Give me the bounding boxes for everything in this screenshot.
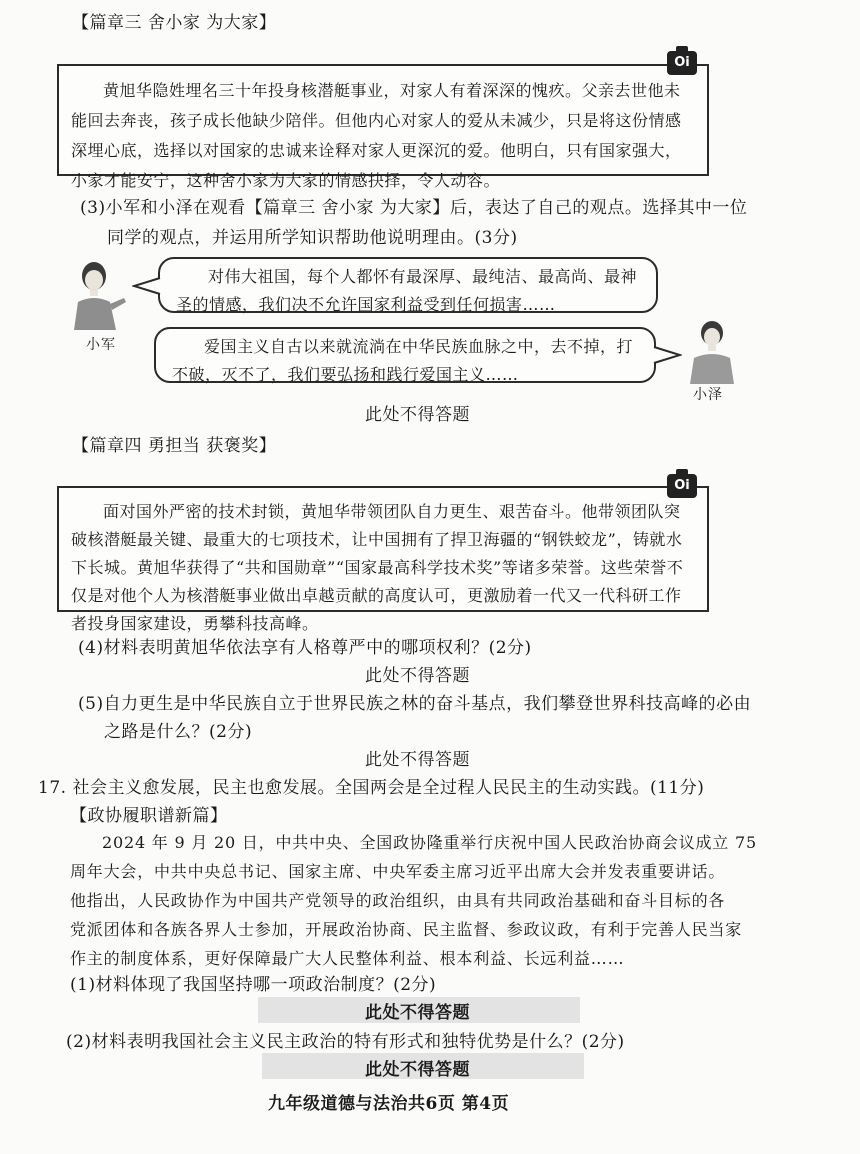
chapter3-material-box bbox=[57, 64, 709, 190]
q5-no-answer: 此处不得答题 bbox=[365, 750, 470, 770]
chapter3-heading: 【篇章三 舍小家 为大家】 bbox=[72, 13, 277, 33]
q17-sub1: (1)材料体现了我国坚持哪一项政治制度？(2分) bbox=[70, 975, 437, 995]
q17-material-line: 党派团体和各族各界人士参加，开展政治协商、民主监督、参政议政，有利于完善人民当家 bbox=[70, 920, 743, 939]
chapter4-material-text: 面对国外严密的技术封锁，黄旭华带领团队自力更生、艰苦奋斗。他带领团队突破核潜艇最关键、最重大的七项技术，让中国拥有了捍卫海疆的“钢铁蛟龙”，铸就水下长城。黄旭华获得了“共和国勋章”“国家最高科学技术奖”等诸多荣誉。这些荣誉不仅是对他个人为核潜艇事业做出卓越贡献的高度认可，更激励着一代又一代科研工作者投身国家建设，勇攀科技高峰。 bbox=[71, 502, 684, 633]
xiaojun-bubble-tail bbox=[132, 276, 162, 296]
xiaojun-figure-icon bbox=[66, 258, 130, 330]
q17-material-line: 作主的制度体系，更好保障最广大人民整体利益、根本利益、长远利益…… bbox=[70, 949, 625, 968]
camera-icon: Oi bbox=[667, 474, 697, 498]
q3-no-answer: 此处不得答题 bbox=[365, 405, 470, 425]
q17-sub2-no-answer: 此处不得答题 bbox=[365, 1060, 470, 1080]
q3-line1: (3)小军和小泽在观看【篇章三 舍小家 为大家】后，表达了自己的观点。选择其中一位 bbox=[80, 198, 748, 218]
xiaoze-speech-text: 爱国主义自古以来就流淌在中华民族血脉之中，去不掉，打不破，灭不了，我们要弘扬和践行爱国主义…… bbox=[172, 337, 634, 384]
q4-question: (4)材料表明黄旭华依法享有人格尊严中的哪项权利？(2分) bbox=[78, 638, 532, 658]
q4-no-answer: 此处不得答题 bbox=[365, 666, 470, 686]
page-footer: 九年级道德与法治共6页 第4页 bbox=[268, 1094, 510, 1114]
q5-line1: (5)自力更生是中华民族自立于世界民族之林的奋斗基点，我们攀登世界科技高峰的必由 bbox=[78, 694, 752, 714]
xiaojun-speech-bubble bbox=[158, 257, 658, 313]
q17-material bbox=[70, 828, 810, 973]
q3-line2: 同学的观点，并运用所学知识帮助他说明理由。(3分) bbox=[107, 228, 518, 248]
q17-material-line: 2024 年 9 月 20 日，中共中央、全国政协隆重举行庆祝中国人民政治协商会议成立 75 bbox=[102, 833, 757, 852]
q17-sub1-no-answer: 此处不得答题 bbox=[365, 1003, 470, 1023]
chapter3-material-text: 黄旭华隐姓埋名三十年投身核潜艇事业，对家人有着深深的愧疚。父亲去世他未能回去奔丧，孩子成长他缺少陪伴。但他内心对家人的爱从未减少，只是将这份情感深埋心底，选择以对国家的忠诚来诠释对家人更深沉的爱。他明白，只有国家强大，小家才能安宁，这种舍小家为大家的情感抉择，令人动容。 bbox=[71, 81, 682, 190]
xiaojun-name: 小军 bbox=[86, 337, 116, 353]
xiaoze-name: 小泽 bbox=[693, 387, 723, 403]
q17-stem: 17. 社会主义愈发展，民主也愈发展。全国两会是全过程人民民主的生动实践。(11分) bbox=[38, 778, 705, 798]
q17-sub2: (2)材料表明我国社会主义民主政治的特有形式和独特优势是什么？(2分) bbox=[66, 1032, 625, 1052]
chapter4-material-box bbox=[57, 486, 709, 633]
camera-icon: Oi bbox=[667, 51, 697, 75]
q17-material-line: 周年大会，中共中央总书记、国家主席、中央军委主席习近平出席大会并发表重要讲话。 bbox=[70, 862, 726, 881]
q17-heading: 【政协履职谱新篇】 bbox=[70, 806, 228, 826]
xiaoze-figure-icon bbox=[684, 318, 740, 384]
q5-line2: 之路是什么？(2分) bbox=[104, 722, 253, 742]
chapter4-heading: 【篇章四 勇担当 获褒奖】 bbox=[72, 436, 277, 456]
xiaojun-speech-text: 对伟大祖国，每个人都怀有最深厚、最纯洁、最高尚、最神圣的情感，我们决不允许国家利益受到任何损害…… bbox=[176, 267, 638, 314]
q17-material-line: 他指出，人民政协作为中国共产党领导的政治组织，由具有共同政治基础和奋斗目标的各 bbox=[70, 891, 726, 910]
xiaoze-speech-bubble bbox=[154, 327, 656, 383]
xiaoze-bubble-tail bbox=[652, 345, 682, 365]
